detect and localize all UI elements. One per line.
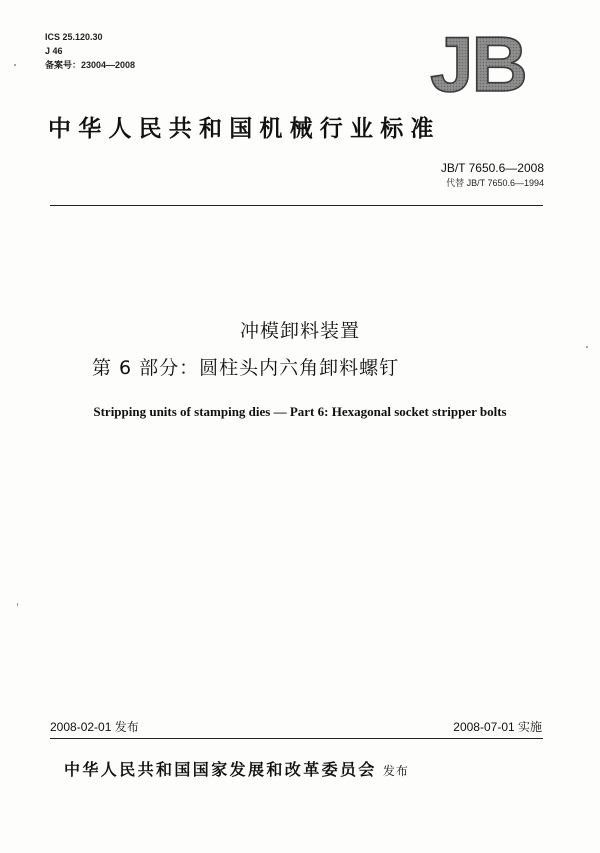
- standard-category-title: 中华人民共和国机械行业标准: [48, 116, 441, 142]
- filing-number: 备案号：23004—2008: [45, 60, 136, 70]
- header-divider: [50, 205, 543, 206]
- footer-divider: [50, 738, 543, 739]
- implementation-date: 2008-07-01 实施: [453, 720, 542, 734]
- publisher-name: 中华人民共和国国家发展和改革委员会: [64, 760, 377, 779]
- publisher: [64, 757, 409, 780]
- scan-speck: [586, 346, 588, 348]
- english-title: Stripping units of stamping dies — Part 6: Hexagonal socket stripper bolts: [93, 404, 507, 419]
- replaces-standard: 代替 JB/T 7650.6—1994: [446, 178, 544, 188]
- issue-date: 2008-02-01 发布: [50, 720, 139, 734]
- scan-speck: [17, 603, 18, 606]
- category-code: J 46: [45, 46, 63, 56]
- scan-speck: [14, 64, 16, 66]
- chinese-title-line-1: 冲模卸料装置: [239, 320, 360, 342]
- ics-code: ICS 25.120.30: [45, 32, 103, 42]
- jb-logo: [413, 28, 543, 98]
- logo-lettering: JB: [430, 28, 526, 98]
- publisher-suffix: 发布: [382, 764, 409, 778]
- chinese-title-line-2: 第 6 部分：圆柱头内六角卸料螺钉: [92, 357, 400, 379]
- standard-number: JB/T 7650.6—2008: [440, 161, 544, 175]
